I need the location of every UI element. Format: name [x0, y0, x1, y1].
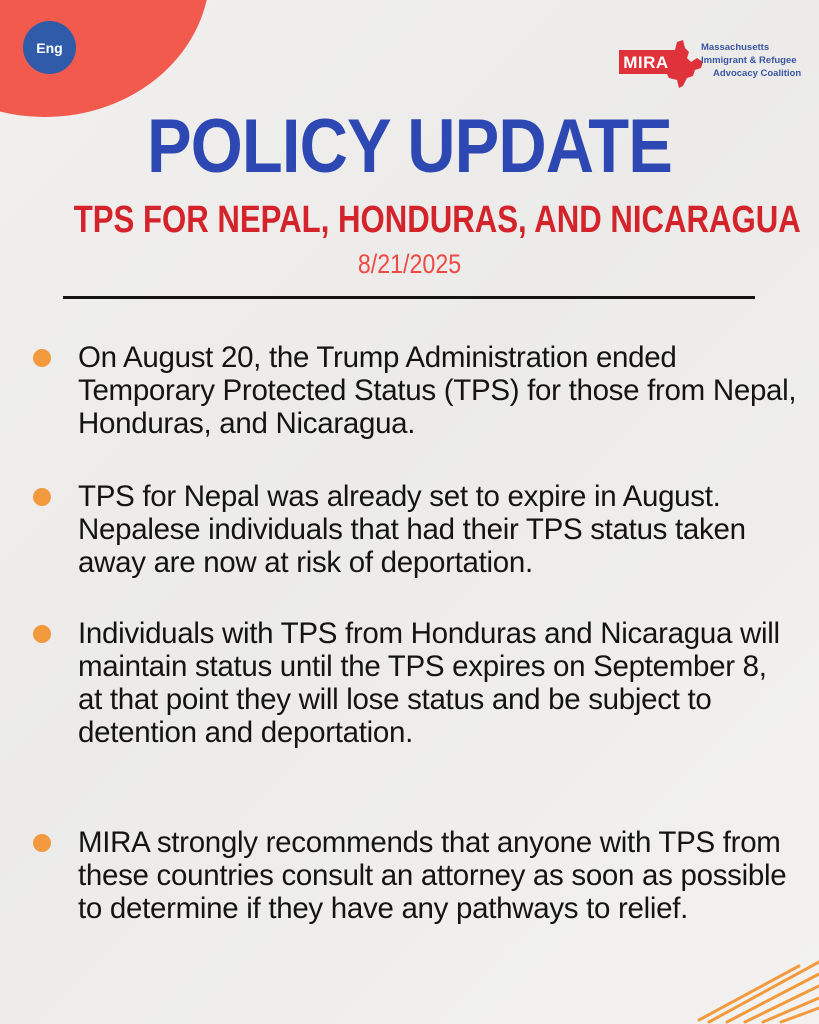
bullet-dot-icon — [33, 349, 51, 367]
bullet-item — [33, 617, 793, 749]
bullet-dot-icon — [33, 488, 51, 506]
logo-line-1: Massachusetts — [701, 42, 770, 53]
bullet-item — [33, 480, 793, 579]
bullet-dot-icon — [33, 625, 51, 643]
page-subtitle: TPS FOR NEPAL, HONDURAS, AND NICARAGUA — [73, 199, 801, 241]
bullet-text: TPS for Nepal was already set to expire in August. Nepalese individuals that had their TPS status taken away are now at risk of deportation. — [78, 480, 746, 579]
mira-logo — [617, 38, 807, 90]
bullet-item — [33, 826, 793, 925]
bullet-text: MIRA strongly recommends that anyone with TPS from these countries consult an attorney as soon as possible to determine if they have any pathways to relief. — [78, 826, 787, 925]
brush-stroke-decoration — [669, 954, 819, 1024]
logo-org-name — [699, 41, 811, 80]
bullet-dot-icon — [33, 834, 51, 852]
language-badge[interactable]: Eng — [23, 21, 76, 74]
logo-mark-text: MIRA — [623, 53, 669, 72]
bullet-text: On August 20, the Trump Administration ended Temporary Protected Status (TPS) for those from Nepal, Honduras, and Nicaragua. — [78, 341, 797, 440]
logo-line-2: Immigrant & Refugee — [701, 55, 797, 66]
page-title: POLICY UPDATE — [147, 104, 672, 189]
bullet-item — [33, 341, 797, 440]
update-date: 8/21/2025 — [357, 249, 462, 279]
logo-line-3: Advocacy Coalition — [713, 68, 802, 79]
divider — [63, 296, 755, 299]
bullet-text: Individuals with TPS from Honduras and Nicaragua will maintain status until the TPS expires on September 8, at that point they will lose status and be subject to detention and deportation. — [78, 617, 780, 749]
